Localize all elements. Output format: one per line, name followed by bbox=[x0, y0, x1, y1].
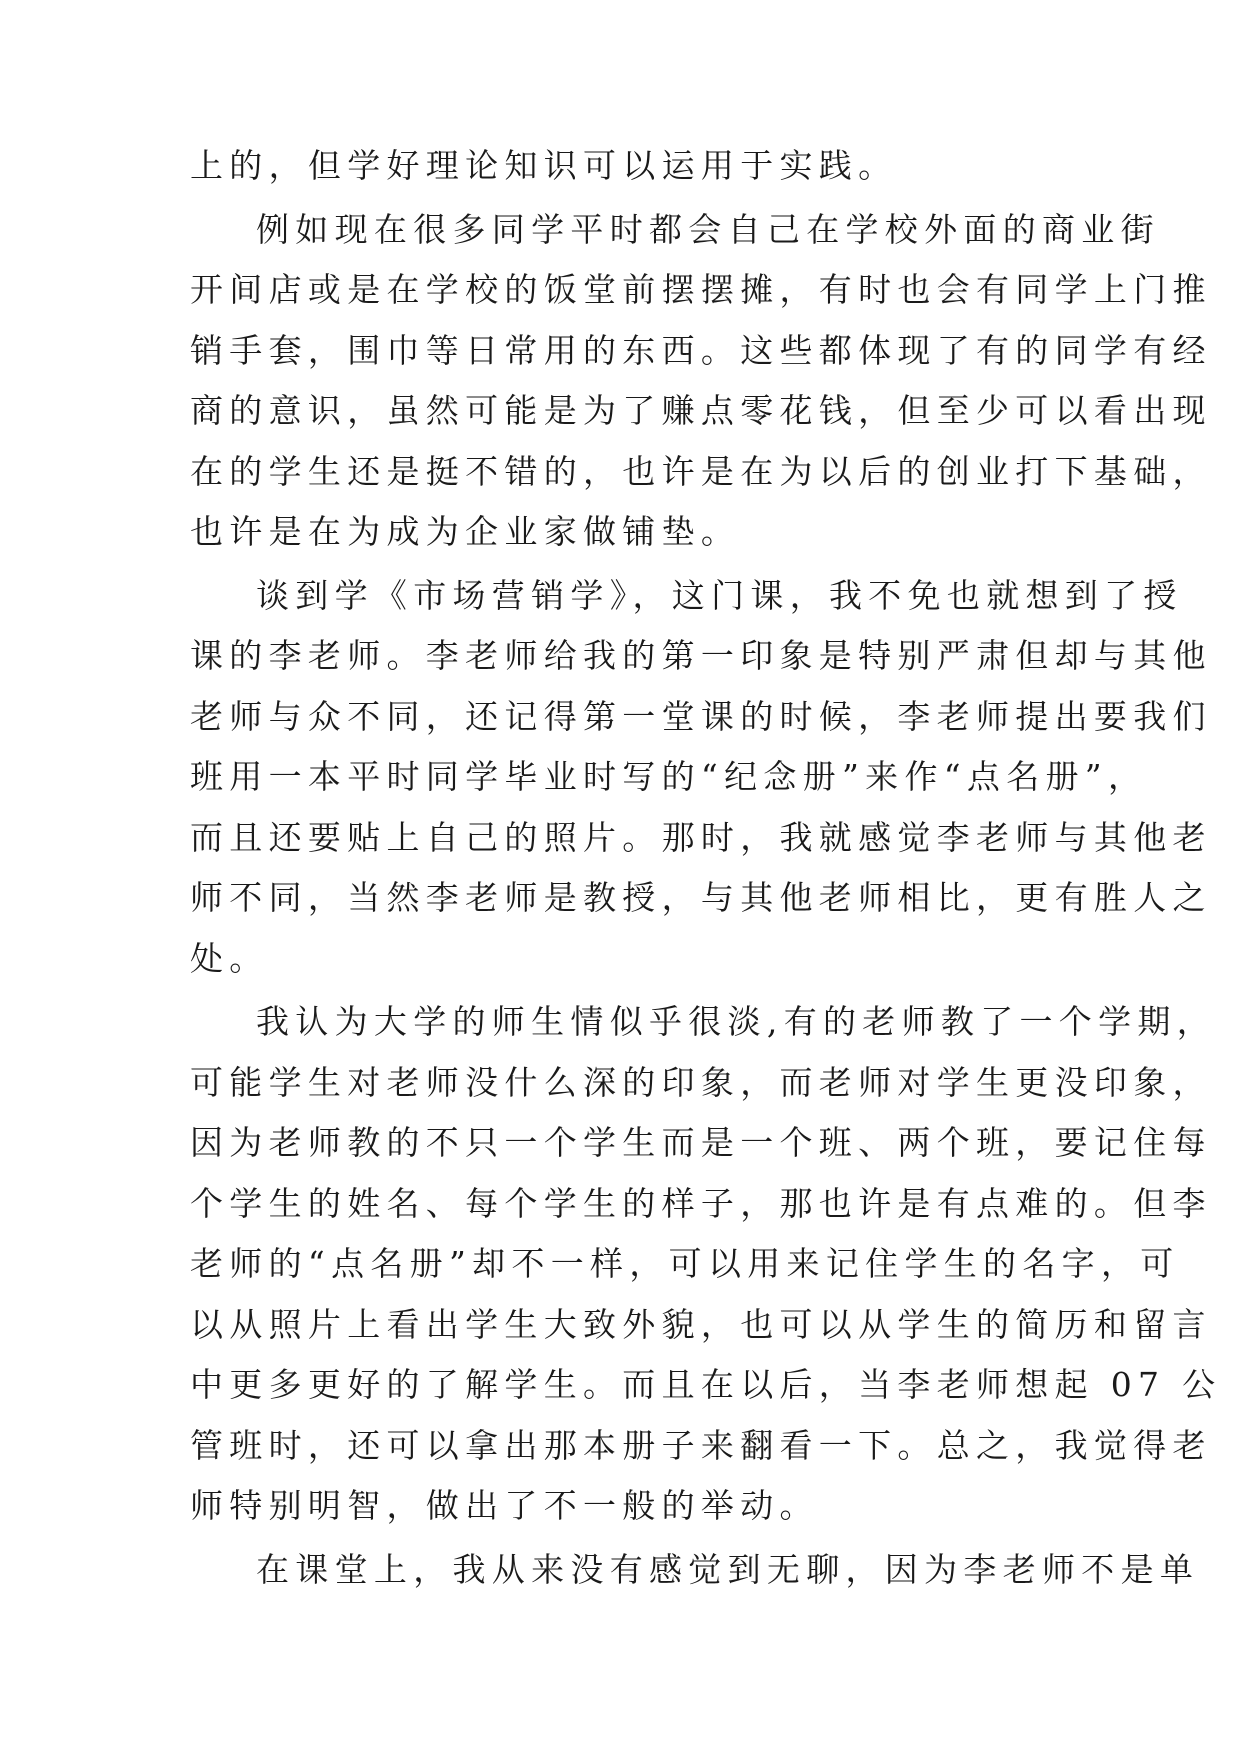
text-line: 师特别明智，做出了不一般的举动。 bbox=[190, 1486, 819, 1525]
text-line: 管班时，还可以拿出那本册子来翻看一下。总之，我觉得老 bbox=[190, 1426, 1212, 1465]
text-line: 中更多更好的了解学生。而且在以后，当李老师想起 07 公 bbox=[190, 1365, 1222, 1404]
text-line: 例如现在很多同学平时都会自己在学校外面的商业街 bbox=[256, 210, 1160, 249]
text-line: 我认为大学的师生情似乎很淡,有的老师教了一个学期， bbox=[256, 1002, 1216, 1041]
text-line: 班用一本平时同学毕业时写的“纪念册”来作“点名册”， bbox=[190, 757, 1148, 796]
text-line: 也许是在为成为企业家做铺垫。 bbox=[190, 512, 741, 551]
text-line: 以从照片上看出学生大致外貌，也可以从学生的简历和留言 bbox=[190, 1305, 1212, 1344]
text-line: 师不同，当然李老师是教授，与其他老师相比，更有胜人之 bbox=[190, 878, 1212, 917]
text-line: 因为老师教的不只一个学生而是一个班、两个班，要记住每 bbox=[190, 1123, 1212, 1162]
text-line: 而且还要贴上自己的照片。那时，我就感觉李老师与其他老 bbox=[190, 818, 1212, 857]
text-line: 谈到学《市场营销学》，这门课，我不免也就想到了授 bbox=[256, 576, 1183, 615]
text-line: 个学生的姓名、每个学生的样子，那也许是有点难的。但李 bbox=[190, 1184, 1212, 1223]
text-line: 老师与众不同，还记得第一堂课的时候，李老师提出要我们 bbox=[190, 697, 1212, 736]
text-line: 在的学生还是挺不错的，也许是在为以后的创业打下基础， bbox=[190, 452, 1212, 491]
text-line: 商的意识，虽然可能是为了赚点零花钱，但至少可以看出现 bbox=[190, 391, 1212, 430]
text-line: 处。 bbox=[190, 939, 269, 978]
text-line: 销手套，围巾等日常用的东西。这些都体现了有的同学有经 bbox=[190, 331, 1212, 370]
text-line: 在课堂上，我从来没有感觉到无聊，因为李老师不是单 bbox=[256, 1550, 1200, 1589]
text-line: 老师的“点名册”却不一样，可以用来记住学生的名字，可 bbox=[190, 1244, 1180, 1283]
text-line: 可能学生对老师没什么深的印象，而老师对学生更没印象， bbox=[190, 1063, 1212, 1102]
text-line: 上的，但学好理论知识可以运用于实践。 bbox=[190, 146, 898, 185]
text-line: 课的李老师。李老师给我的第一印象是特别严肃但却与其他 bbox=[190, 636, 1212, 675]
text-line: 开间店或是在学校的饭堂前摆摆摊，有时也会有同学上门推 bbox=[190, 270, 1212, 309]
